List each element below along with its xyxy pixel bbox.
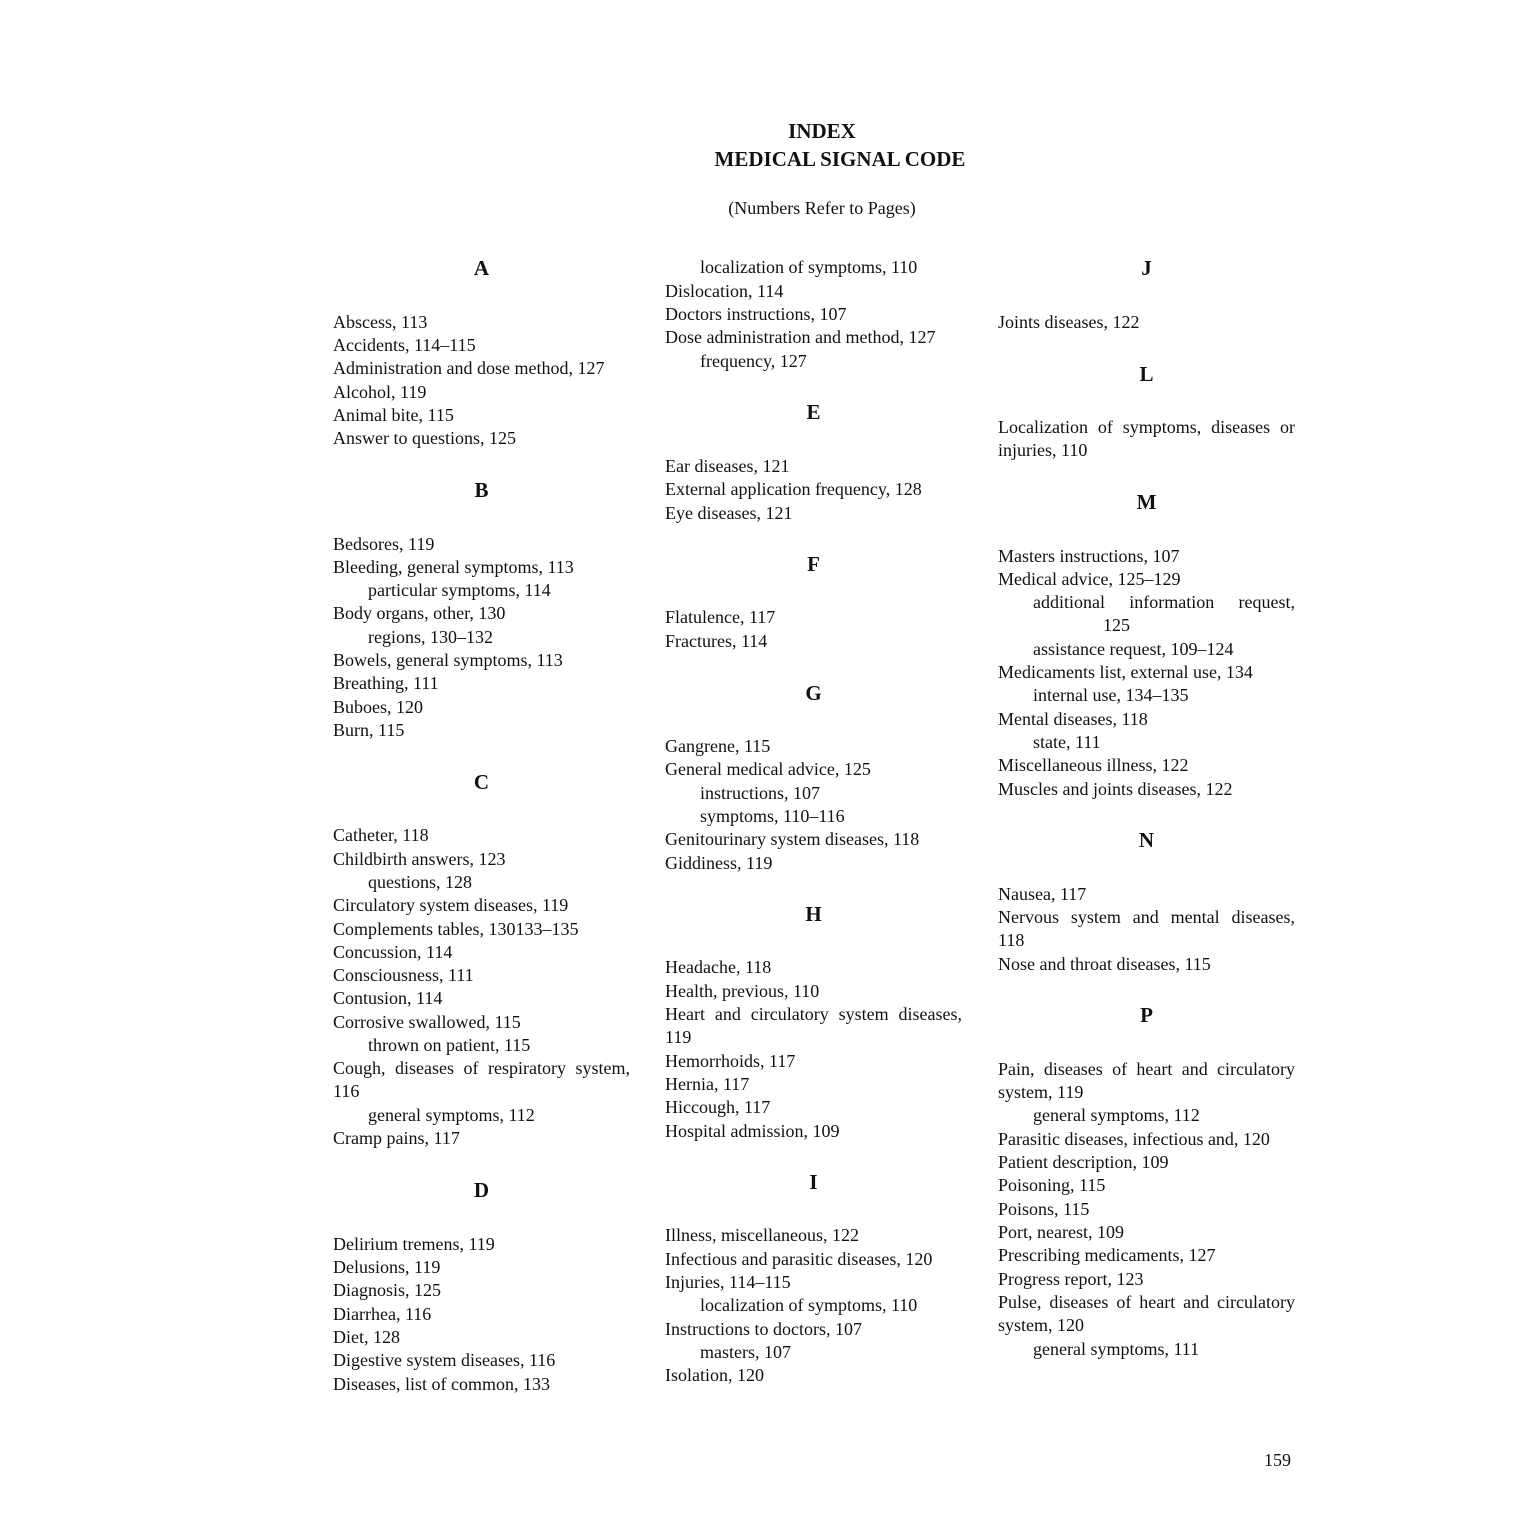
letter-heading: B (474, 478, 489, 502)
letter-heading: P (1140, 1003, 1153, 1027)
index-entry: Digestive system diseases, 116 (333, 1350, 556, 1370)
index-entry: Animal bite, 115 (333, 405, 454, 425)
index-subentry: instructions, 107 (700, 783, 820, 803)
index-subentry: localization of symptoms, 110 (700, 257, 918, 277)
index-subentry (998, 591, 1295, 638)
index-entry: Body organs, other, 130 (333, 603, 506, 623)
index-entry: Catheter, 118 (333, 825, 429, 845)
letter-heading: C (473, 770, 490, 794)
index-entry: Flatulence, 117 (665, 607, 776, 627)
letter-heading: D (473, 1178, 490, 1202)
index-entry: Corrosive swallowed, 115 (333, 1012, 521, 1032)
index-entry: Complements tables, 130133–135 (333, 919, 579, 939)
index-entry: Nervous system and mental diseases, 118 (998, 907, 1295, 951)
index-entry: Progress report, 123 (998, 1269, 1144, 1289)
index-entry: Diet, 128 (333, 1327, 400, 1347)
index-entry: Childbirth answers, 123 (333, 849, 506, 869)
letter-heading: N (1138, 828, 1155, 852)
index-entry: Burn, 115 (333, 720, 405, 740)
index-entry: Cough, diseases of respiratory system, 116 (333, 1058, 630, 1102)
index-entry: Diagnosis, 125 (333, 1280, 441, 1300)
index-entry: Bowels, general symptoms, 113 (333, 650, 563, 670)
index-entry: Abscess, 113 (333, 312, 428, 332)
index-entry: Infectious and parasitic diseases, 120 (665, 1249, 933, 1269)
index-entry: Doctors instructions, 107 (665, 304, 847, 324)
index-entry: Pain, diseases of heart and circulatory system, 119 (998, 1059, 1295, 1103)
index-entry: Fractures, 114 (665, 631, 768, 651)
index-entry: Port, nearest, 109 (998, 1222, 1124, 1242)
index-entry: Poisons, 115 (998, 1199, 1090, 1219)
index-entry: General medical advice, 125 (665, 759, 871, 779)
index-entry: Delirium tremens, 119 (333, 1234, 495, 1254)
index-subentry: general symptoms, 112 (1033, 1105, 1200, 1125)
index-entry: Isolation, 120 (665, 1365, 764, 1385)
letter-heading: M (1136, 490, 1157, 514)
index-entry: Diarrhea, 116 (333, 1304, 432, 1324)
index-entry: Injuries, 114–115 (665, 1272, 791, 1292)
index-entry: Gangrene, 115 (665, 736, 771, 756)
index-entry: Alcohol, 119 (333, 382, 427, 402)
index-entry: Ear diseases, 121 (665, 456, 790, 476)
index-entry: Parasitic diseases, infectious and, 120 (998, 1129, 1270, 1149)
letter-heading: G (805, 681, 822, 705)
index-subentry: frequency, 127 (700, 351, 807, 371)
index-entry: Hemorrhoids, 117 (665, 1051, 796, 1071)
index-entry: Heart and circulatory system diseases, 119 (665, 1004, 962, 1048)
index-entry: Dislocation, 114 (665, 281, 784, 301)
index-subentry: general symptoms, 112 (368, 1105, 535, 1125)
index-entry: External application frequency, 128 (665, 479, 922, 499)
index-entry: Accidents, 114–115 (333, 335, 476, 355)
index-entry: Miscellaneous illness, 122 (998, 755, 1189, 775)
index-entry: Bleeding, general symptoms, 113 (333, 557, 574, 577)
index-entry: Joints diseases, 122 (998, 312, 1140, 332)
index-entry: Patient description, 109 (998, 1152, 1169, 1172)
index-subentry: symptoms, 110–116 (700, 806, 845, 826)
index-entry: Giddiness, 119 (665, 853, 773, 873)
index-entry: Poisoning, 115 (998, 1175, 1106, 1195)
subentry-text: additional information request, (1033, 592, 1295, 612)
index-entry: Prescribing medicaments, 127 (998, 1245, 1216, 1265)
index-subentry: regions, 130–132 (368, 627, 493, 647)
index-entry: Medical advice, 125–129 (998, 569, 1181, 589)
index-entry: Diseases, list of common, 133 (333, 1374, 550, 1394)
index-entry: Consciousness, 111 (333, 965, 474, 985)
letter-heading: A (473, 256, 490, 280)
index-subentry: thrown on patient, 115 (368, 1035, 531, 1055)
letter-heading: L (1139, 362, 1154, 386)
index-entry: Pulse, diseases of heart and circulatory system, 120 (998, 1292, 1295, 1336)
index-entry: Hospital admission, 109 (665, 1121, 840, 1141)
index-entry: Nose and throat diseases, 115 (998, 954, 1211, 974)
index-subtitle: (Numbers Refer to Pages) (728, 198, 916, 218)
letter-heading: J (1141, 256, 1152, 280)
index-entry: Circulatory system diseases, 119 (333, 895, 569, 915)
index-entry: Buboes, 120 (333, 697, 423, 717)
index-entry: Medicaments list, external use, 134 (998, 662, 1253, 682)
index-entry: Mental diseases, 118 (998, 709, 1148, 729)
index-entry: Eye diseases, 121 (665, 503, 793, 523)
index-subentry: assistance request, 109–124 (1033, 639, 1234, 659)
index-entry: Masters instructions, 107 (998, 546, 1180, 566)
letter-heading: F (807, 552, 820, 576)
index-entry: Muscles and joints diseases, 122 (998, 779, 1233, 799)
index-entry: Concussion, 114 (333, 942, 453, 962)
index-entry: Breathing, 111 (333, 673, 439, 693)
index-subentry: state, 111 (1033, 732, 1101, 752)
index-subentry: localization of symptoms, 110 (700, 1295, 918, 1315)
letter-heading: E (806, 400, 821, 424)
index-entry: Answer to questions, 125 (333, 428, 516, 448)
letter-heading: H (805, 902, 822, 926)
index-entry: Hiccough, 117 (665, 1097, 771, 1117)
index-subentry: particular symptoms, 114 (368, 580, 551, 600)
index-entry: Localization of symptoms, diseases or injuries, 110 (998, 417, 1295, 461)
index-entry: Illness, miscellaneous, 122 (665, 1225, 859, 1245)
index-subentry: internal use, 134–135 (1033, 685, 1189, 705)
document-title: MEDICAL SIGNAL CODE (714, 147, 966, 171)
index-entry: Health, previous, 110 (665, 981, 820, 1001)
index-entry: Administration and dose method, 127 (333, 358, 605, 378)
index-entry: Genitourinary system diseases, 118 (665, 829, 920, 849)
index-subentry: masters, 107 (700, 1342, 791, 1362)
index-subentry: questions, 128 (368, 872, 473, 892)
subentry-page-ref: 125 (1103, 615, 1130, 636)
index-entry: Dose administration and method, 127 (665, 327, 936, 347)
index-entry: Hernia, 117 (665, 1074, 750, 1094)
page-number: 159 (1264, 1450, 1291, 1470)
index-entry: Cramp pains, 117 (333, 1128, 460, 1148)
index-entry: Delusions, 119 (333, 1257, 441, 1277)
index-title: INDEX (788, 119, 856, 143)
index-entry: Bedsores, 119 (333, 534, 435, 554)
index-entry: Nausea, 117 (998, 884, 1087, 904)
index-entry: Headache, 118 (665, 957, 772, 977)
index-entry: Contusion, 114 (333, 988, 443, 1008)
index-entry: Instructions to doctors, 107 (665, 1319, 862, 1339)
letter-heading: I (809, 1170, 818, 1194)
index-subentry: general symptoms, 111 (1033, 1339, 1200, 1359)
